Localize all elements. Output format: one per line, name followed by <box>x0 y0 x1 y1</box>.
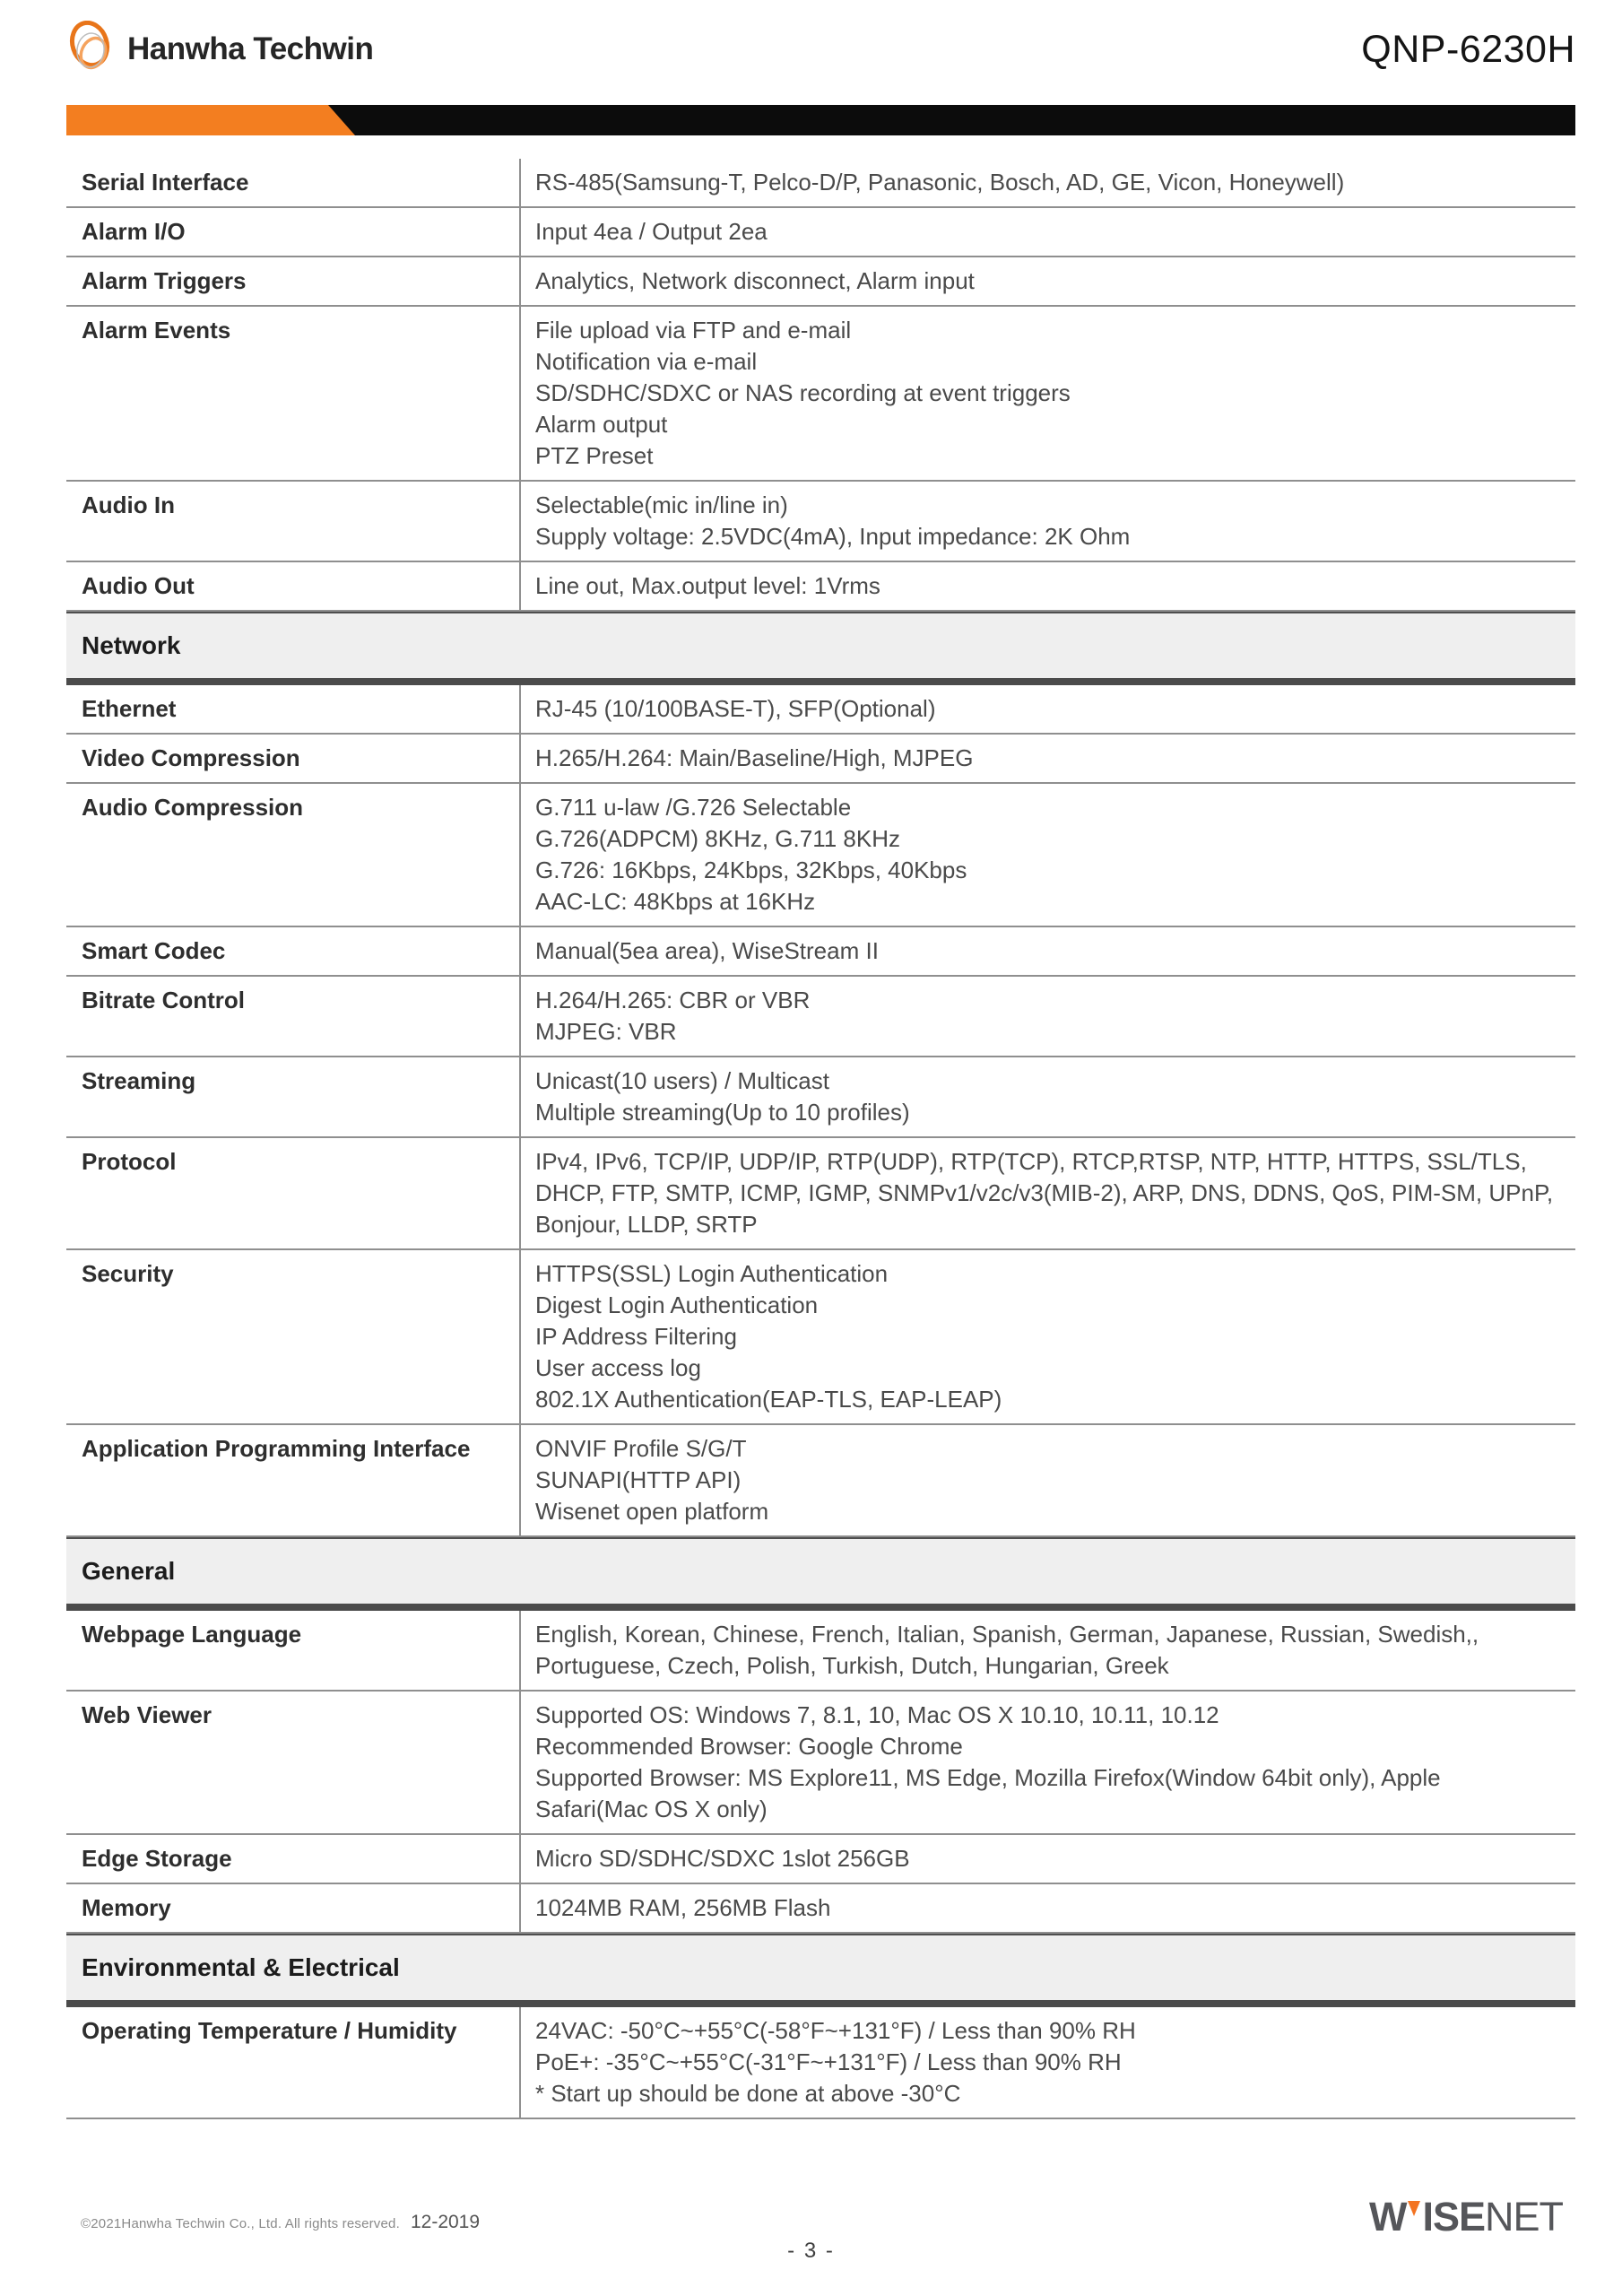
spec-value-line: Recommended Browser: Google Chrome <box>535 1733 963 1760</box>
spec-value <box>519 927 1575 975</box>
spec-value <box>519 2007 1575 2118</box>
header-accent-bar <box>66 105 1575 135</box>
spec-value-line: English, Korean, Chinese, French, Italian, Spanish, German, Japanese, Russian, Swedish,, Portuguese, Czech, Polish, Turkish, Dutch, Hungarian, Greek <box>535 1621 1479 1679</box>
spec-value <box>519 1884 1575 1932</box>
spec-value-line: H.264/H.265: CBR or VBR <box>535 987 811 1013</box>
brand-name: Hanwha Techwin <box>127 31 374 66</box>
spec-value-line: 1024MB RAM, 256MB Flash <box>535 1894 831 1921</box>
spec-value-line: Wisenet open platform <box>535 1498 769 1525</box>
spec-value-line: IPv4, IPv6, TCP/IP, UDP/IP, RTP(UDP), RTP(TCP), RTCP,RTSP, NTP, HTTP, HTTPS, SSL/TLS, DHCP, FTP, SMTP, ICMP, IGMP, SNMPv1/v2c/v3(MIB-2), ARP, DNS, DDNS, QoS, PIM-SM, UPnP, Bonjour, LLDP, SRTP <box>535 1148 1554 1238</box>
spec-value-line: 24VAC: -50°C~+55°C(-58°F~+131°F) / Less than 90% RH <box>535 2017 1136 2044</box>
spec-value-line: Supported OS: Windows 7, 8.1, 10, Mac OS X 10.10, 10.11, 10.12 <box>535 1701 1219 1728</box>
spec-value-line: RS-485(Samsung-T, Pelco-D/P, Panasonic, Bosch, AD, GE, Vicon, Honeywell) <box>535 169 1345 196</box>
spec-row <box>66 159 1575 208</box>
spec-label: Operating Temperature / Humidity <box>82 2017 457 2044</box>
spec-value-line: Digest Login Authentication <box>535 1292 819 1318</box>
spec-label: Audio In <box>82 491 175 518</box>
spec-value <box>519 735 1575 782</box>
spec-value-line: HTTPS(SSL) Login Authentication <box>535 1260 889 1287</box>
spec-value <box>519 1611 1575 1690</box>
spec-label: Alarm Triggers <box>82 267 247 294</box>
spec-value-line: Notification via e-mail <box>535 348 758 375</box>
section-header <box>66 1537 1575 1611</box>
section-title: Network <box>82 631 181 659</box>
spec-label: Protocol <box>82 1148 177 1175</box>
spec-label: Security <box>82 1260 174 1287</box>
spec-row <box>66 977 1575 1057</box>
spec-value-line: G.726: 16Kbps, 24Kbps, 32Kbps, 40Kbps <box>535 857 967 883</box>
spec-value <box>519 562 1575 610</box>
spec-row <box>66 562 1575 612</box>
spec-label: Video Compression <box>82 744 300 771</box>
spec-row <box>66 784 1575 927</box>
spec-table <box>66 159 1575 2119</box>
spec-value-line: ONVIF Profile S/G/T <box>535 1435 747 1462</box>
section-title: General <box>82 1557 176 1585</box>
wisenet-logo <box>1369 2194 1563 2240</box>
spec-value-line: AAC-LC: 48Kbps at 16KHz <box>535 888 816 915</box>
spec-value <box>519 159 1575 206</box>
spec-label: Webpage Language <box>82 1621 302 1648</box>
spec-value <box>519 482 1575 561</box>
spec-value-line: PTZ Preset <box>535 442 654 469</box>
spec-value-line: User access log <box>535 1354 701 1381</box>
spec-label: Alarm Events <box>82 317 231 344</box>
spec-value-line: Alarm output <box>535 411 668 438</box>
spec-row <box>66 1138 1575 1250</box>
spec-value <box>519 1692 1575 1833</box>
spec-value-line: Unicast(10 users) / Multicast <box>535 1067 829 1094</box>
spec-value-line: File upload via FTP and e-mail <box>535 317 852 344</box>
spec-value-line: Micro SD/SDHC/SDXC 1slot 256GB <box>535 1845 910 1872</box>
spec-value <box>519 1057 1575 1136</box>
spec-row <box>66 2007 1575 2119</box>
spec-value <box>519 1138 1575 1248</box>
spec-label: Application Programming Interface <box>82 1435 471 1462</box>
spec-value-line: Multiple streaming(Up to 10 profiles) <box>535 1099 910 1126</box>
section-title: Environmental & Electrical <box>82 1953 400 1981</box>
spec-value-line: IP Address Filtering <box>535 1323 737 1350</box>
spec-value-line: 802.1X Authentication(EAP-TLS, EAP-LEAP) <box>535 1386 1002 1413</box>
spec-label: Edge Storage <box>82 1845 232 1872</box>
spec-value <box>519 1250 1575 1423</box>
wisenet-logo-text: W <box>1368 2194 1407 2239</box>
page-number: - 3 - <box>787 2239 835 2263</box>
spec-row <box>66 257 1575 307</box>
spec-value <box>519 784 1575 926</box>
section-header <box>66 612 1575 685</box>
spec-row <box>66 1884 1575 1934</box>
hanwha-swirl-icon <box>66 21 117 79</box>
spec-value-line: Line out, Max.output level: 1Vrms <box>535 572 880 599</box>
footer-left <box>81 2212 480 2233</box>
spec-value <box>519 685 1575 733</box>
spec-label: Serial Interface <box>82 169 249 196</box>
brand <box>66 21 373 79</box>
spec-value <box>519 257 1575 305</box>
orange-wedge-icon <box>1408 2201 1420 2216</box>
spec-label: Alarm I/O <box>82 218 186 245</box>
spec-row <box>66 927 1575 977</box>
spec-row <box>66 1692 1575 1835</box>
spec-value-line: SUNAPI(HTTP API) <box>535 1466 742 1493</box>
page-header <box>66 0 1575 77</box>
spec-value-line: MJPEG: VBR <box>535 1018 677 1045</box>
spec-value-line: Input 4ea / Output 2ea <box>535 218 768 245</box>
spec-value-line: Analytics, Network disconnect, Alarm input <box>535 267 975 294</box>
spec-row <box>66 482 1575 562</box>
section-header <box>66 1934 1575 2007</box>
spec-row <box>66 1057 1575 1138</box>
model-number: QNP-6230H <box>1361 27 1575 71</box>
spec-value <box>519 307 1575 480</box>
spec-value-line: Manual(5ea area), WiseStream II <box>535 937 879 964</box>
spec-value-line: Supported Browser: MS Explore11, MS Edge, Mozilla Firefox(Window 64bit only), Apple Safari(Mac OS X only) <box>535 1764 1441 1822</box>
copyright-text: ©2021Hanwha Techwin Co., Ltd. All rights reserved. <box>81 2216 400 2231</box>
spec-value-line: G.711 u-law /G.726 Selectable <box>535 794 852 821</box>
spec-value <box>519 1425 1575 1535</box>
spec-label: Audio Compression <box>82 794 304 821</box>
spec-row <box>66 307 1575 482</box>
spec-row <box>66 735 1575 784</box>
spec-label: Streaming <box>82 1067 196 1094</box>
spec-value-line: G.726(ADPCM) 8KHz, G.711 8KHz <box>535 825 900 852</box>
spec-label: Memory <box>82 1894 171 1921</box>
spec-value <box>519 1835 1575 1883</box>
wisenet-logo-text: NET <box>1485 2194 1563 2239</box>
spec-row <box>66 685 1575 735</box>
spec-value-line: SD/SDHC/SDXC or NAS recording at event triggers <box>535 379 1071 406</box>
wisenet-logo-text: ISE <box>1422 2194 1485 2239</box>
spec-value <box>519 977 1575 1056</box>
spec-label: Ethernet <box>82 695 177 722</box>
spec-value-line: Selectable(mic in/line in) <box>535 491 788 518</box>
spec-value <box>519 208 1575 256</box>
spec-row <box>66 1611 1575 1692</box>
spec-row <box>66 208 1575 257</box>
release-date: 12-2019 <box>410 2212 481 2232</box>
spec-label: Bitrate Control <box>82 987 245 1013</box>
spec-value-line: PoE+: -35°C~+55°C(-31°F~+131°F) / Less than 90% RH <box>535 2048 1122 2075</box>
spec-row <box>66 1835 1575 1884</box>
spec-label: Smart Codec <box>82 937 226 964</box>
spec-row <box>66 1425 1575 1537</box>
spec-label: Audio Out <box>82 572 195 599</box>
spec-value-line: RJ-45 (10/100BASE-T), SFP(Optional) <box>535 695 936 722</box>
spec-row <box>66 1250 1575 1425</box>
spec-value-line: * Start up should be done at above -30°C <box>535 2080 961 2107</box>
spec-value-line: H.265/H.264: Main/Baseline/High, MJPEG <box>535 744 974 771</box>
spec-value-line: Supply voltage: 2.5VDC(4mA), Input impedance: 2K Ohm <box>535 523 1131 550</box>
spec-label: Web Viewer <box>82 1701 212 1728</box>
